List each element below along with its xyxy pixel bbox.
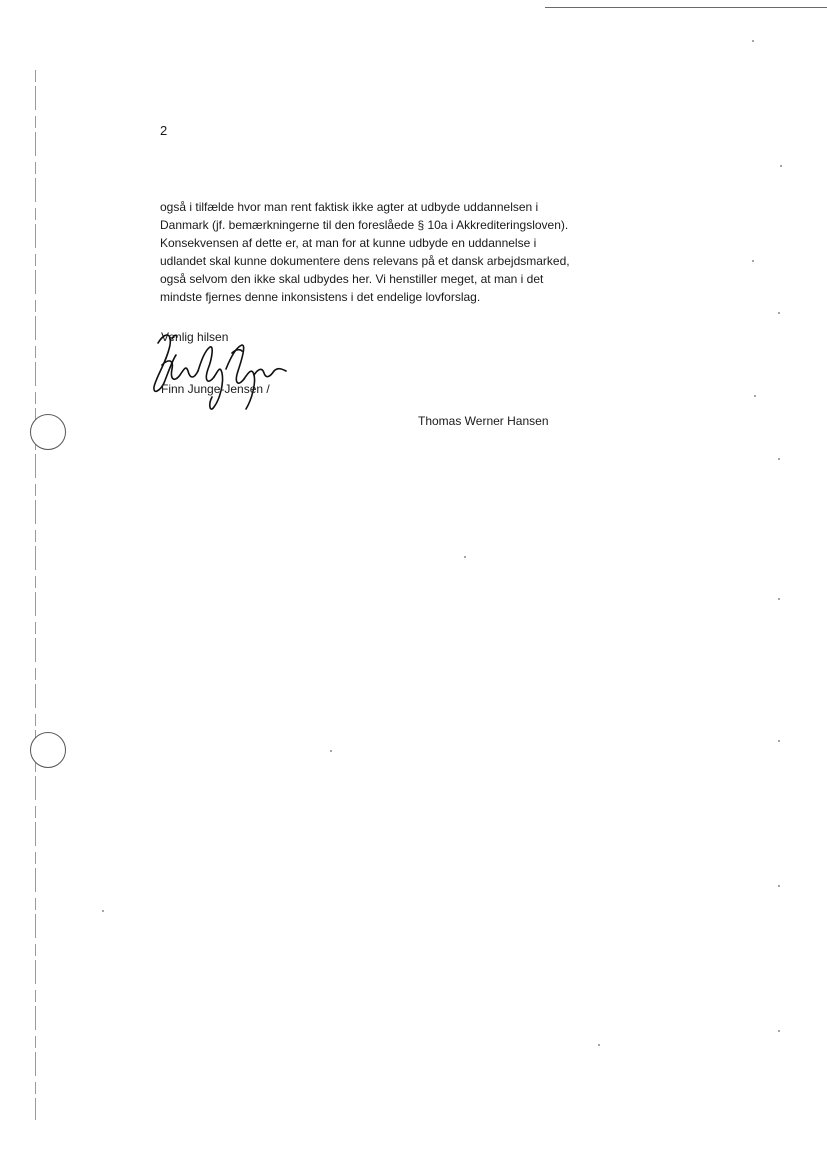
scan-speck: [598, 1044, 600, 1046]
left-edge-line: [35, 70, 36, 1120]
closing-salutation: Venlig hilsen: [161, 330, 229, 344]
scan-speck: [778, 885, 780, 887]
body-line: også i tilfælde hvor man rent faktisk ikke agter at udbyde uddannelsen i: [160, 200, 539, 214]
body-line: udlandet skal kunne dokumentere dens relevans på et dansk arbejdsmarked,: [160, 254, 570, 268]
body-line: også selvom den ikke skal udbydes her. Vi henstiller meget, at man i det: [160, 272, 544, 286]
scan-speck: [330, 750, 332, 752]
top-edge-line: [545, 7, 827, 8]
body-line: Konsekvensen af dette er, at man for at kunne udbyde en uddannelse i: [160, 236, 537, 250]
punch-hole-top: [30, 414, 66, 450]
scan-speck: [778, 598, 780, 600]
scan-speck: [754, 395, 756, 397]
letter-body: [160, 198, 620, 306]
scan-speck: [778, 312, 780, 314]
scan-speck: [102, 910, 104, 912]
scan-speck: [778, 1030, 780, 1032]
signatory-right: Thomas Werner Hansen: [418, 414, 549, 428]
scan-speck: [778, 740, 780, 742]
body-line: Danmark (jf. bemærkningerne til den foreslåede § 10a i Akkrediteringsloven).: [160, 218, 569, 232]
scan-speck: [778, 458, 780, 460]
scan-speck: [752, 40, 754, 42]
body-line: mindste fjernes denne inkonsistens i det endelige lovforslag.: [160, 290, 481, 304]
handwritten-signature: [150, 325, 290, 415]
scan-speck: [752, 260, 754, 262]
signatory-left: Finn Junge-Jensen /: [161, 382, 270, 396]
scan-speck: [464, 556, 466, 558]
scan-speck: [780, 165, 782, 167]
page-number: 2: [160, 123, 168, 138]
punch-hole-bottom: [30, 732, 66, 768]
